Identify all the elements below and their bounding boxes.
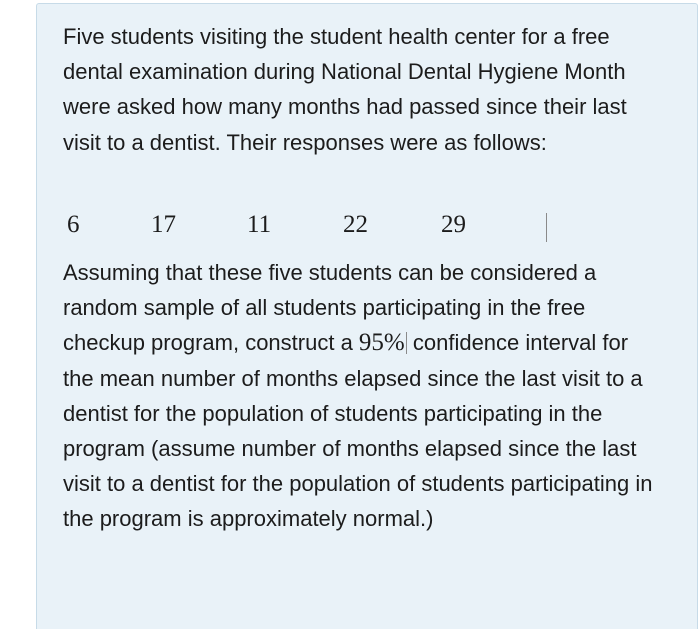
response-value: 17: [151, 211, 176, 238]
prompt-text-after: confidence interval for the mean number of months elapsed since the last visit to a dentist for the population of students participating in the program (assume number of months elapsed since the last visit to a dentist for the population of students participating in the program is approximately normal.): [63, 330, 653, 532]
question-intro: Five students visiting the student health center for a free dental examination during National Dental Hygiene Month were asked how many months had passed since their last visit to a dentist. Their responses were as follows:: [63, 24, 627, 155]
question-card: [36, 3, 698, 629]
prompt-text-before: Assuming that these five students can be considered a random sample of all students participating in the free checkup program, construct a: [63, 260, 597, 356]
response-value: 29: [441, 211, 466, 238]
confidence-level: 95%: [358, 329, 405, 357]
text-cursor: [546, 213, 547, 242]
question-prompt: [63, 255, 663, 537]
responses-row: [37, 207, 697, 247]
response-value: 6: [67, 211, 80, 238]
response-value: 11: [247, 211, 272, 238]
response-value: 22: [343, 211, 368, 238]
